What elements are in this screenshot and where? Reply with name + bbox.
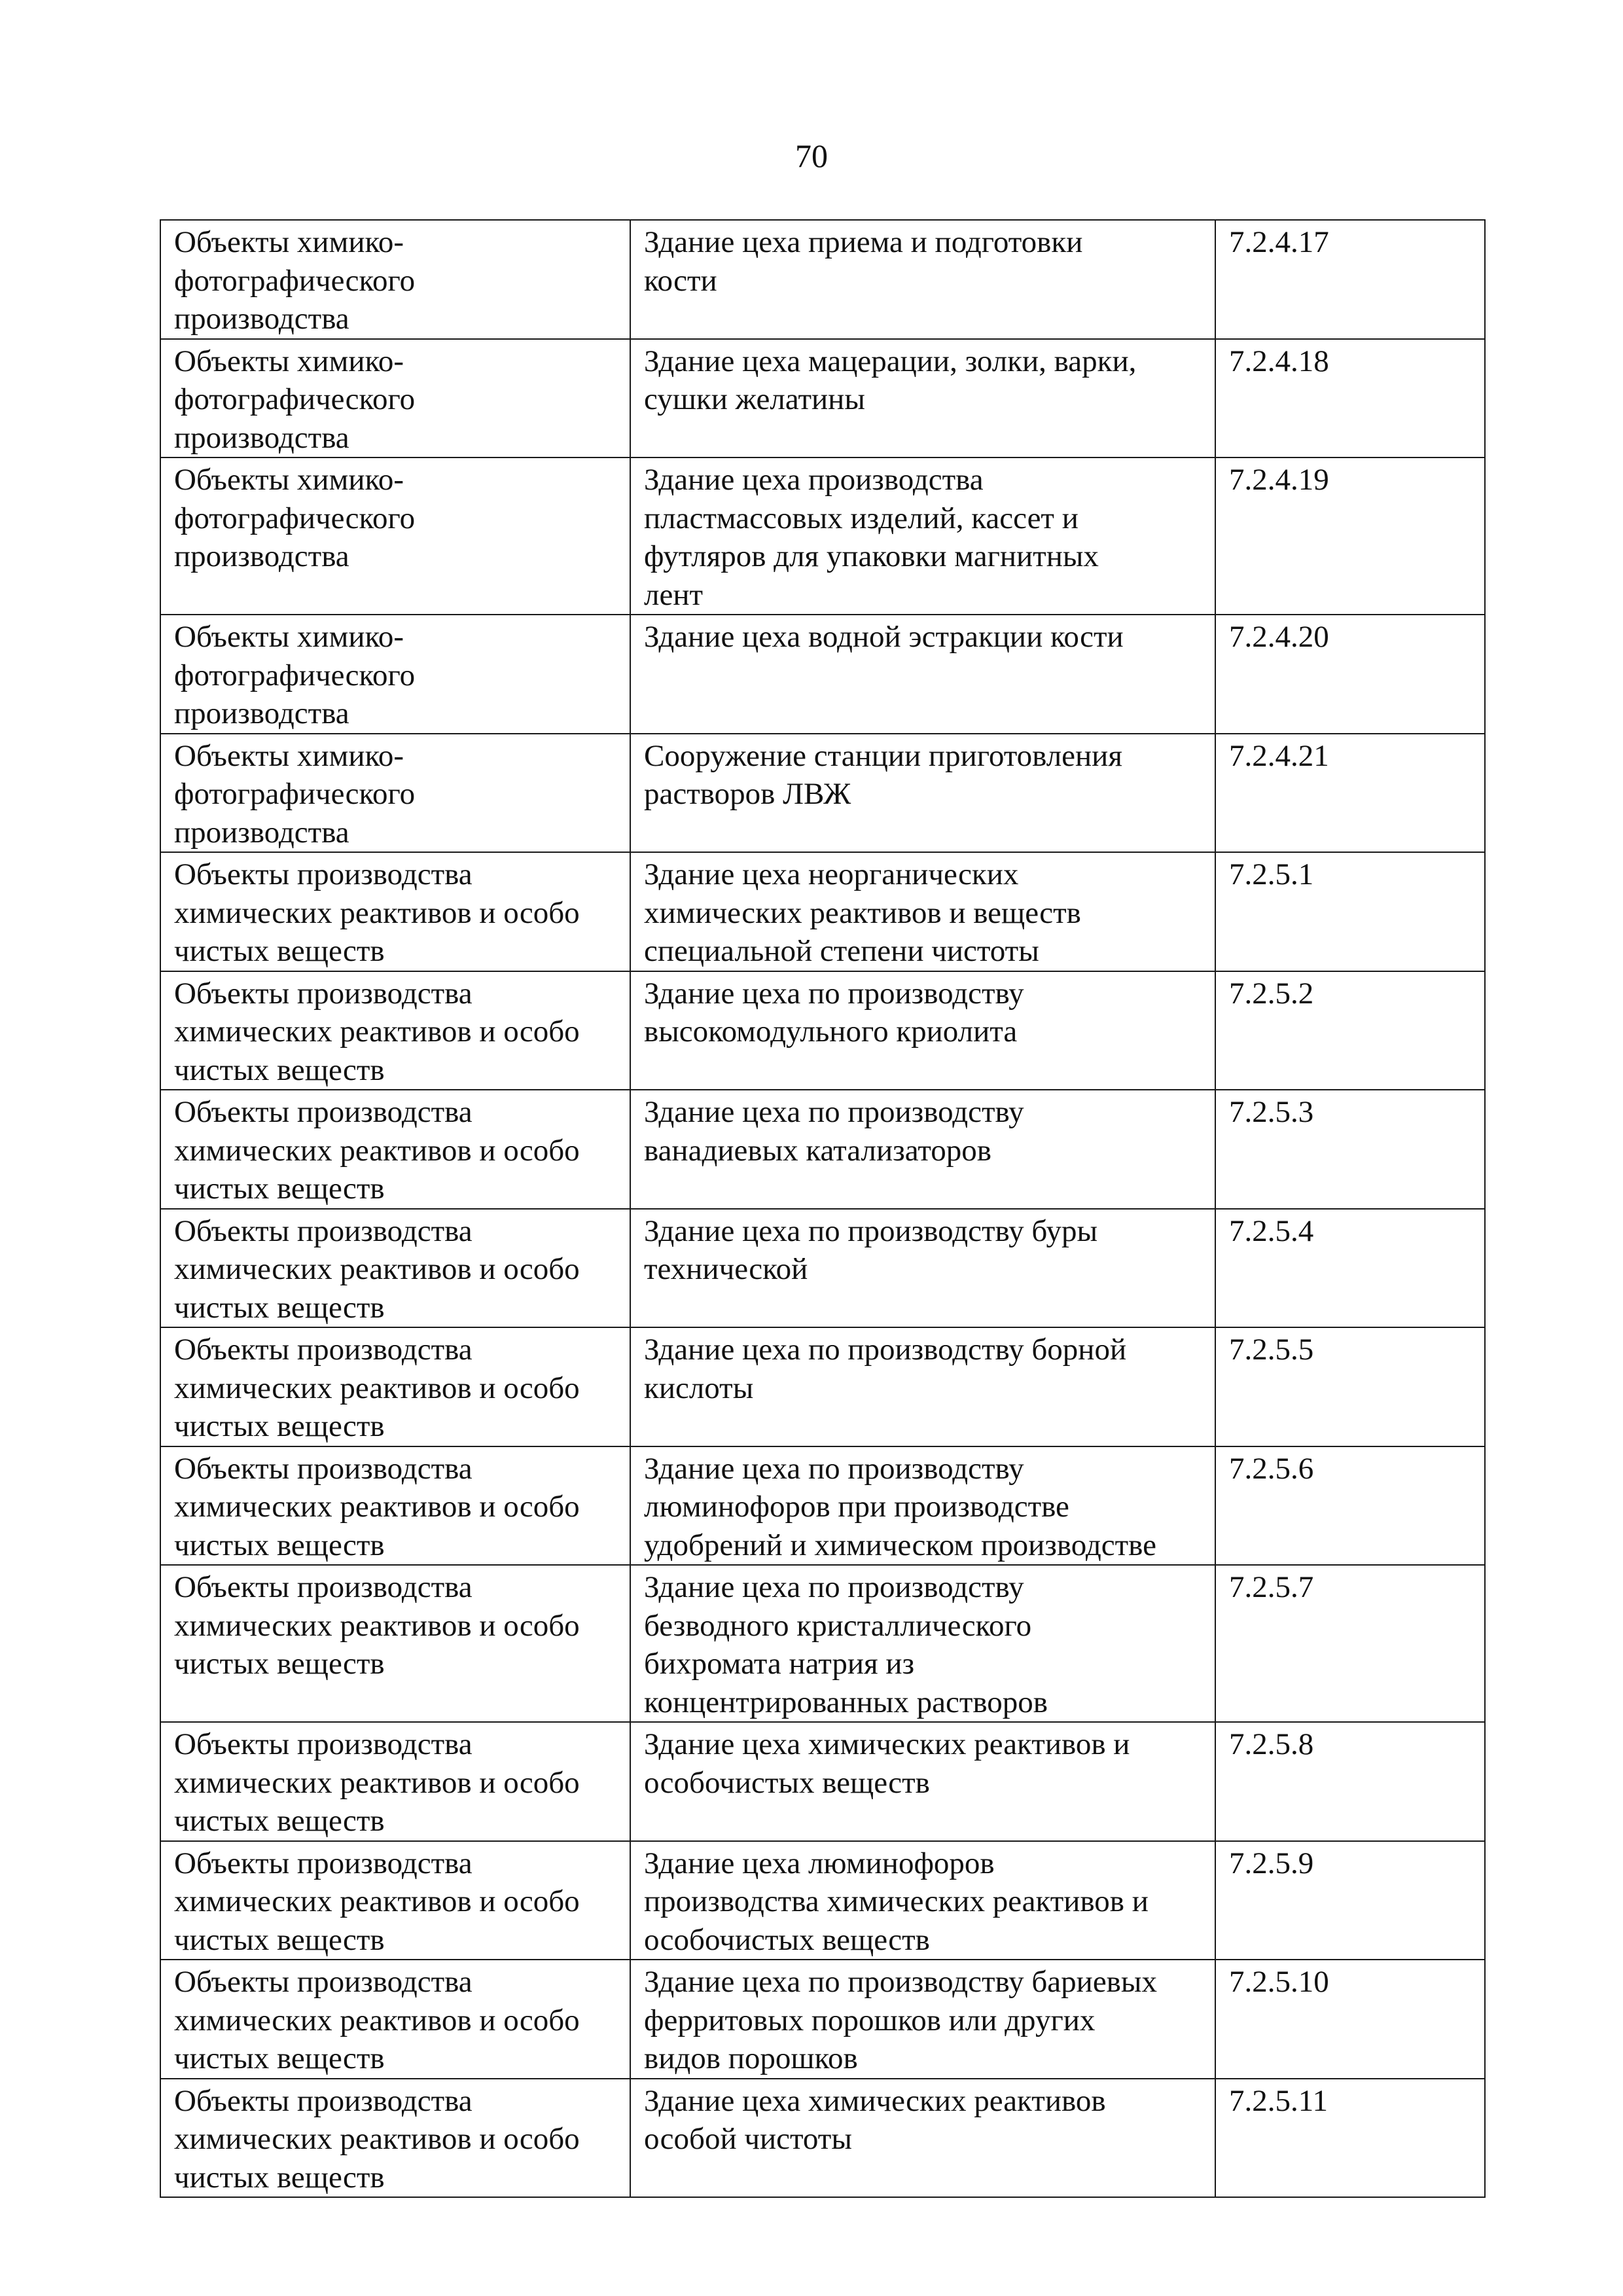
- object-cell: Объекты производства химических реактивов и особо чистых веществ: [160, 971, 630, 1090]
- table-row: [160, 734, 1485, 853]
- table-row: [160, 339, 1485, 458]
- table-row: [160, 1090, 1485, 1209]
- table-row: [160, 1446, 1485, 1566]
- code-cell: 7.2.4.18: [1215, 339, 1485, 458]
- table-body: [160, 220, 1485, 2197]
- table-row: [160, 220, 1485, 339]
- code-cell: 7.2.5.4: [1215, 1209, 1485, 1328]
- building-cell: Здание цеха химических реактивов особой чистоты: [630, 2079, 1215, 2198]
- building-cell: Здание цеха по производству ванадиевых катализаторов: [630, 1090, 1215, 1209]
- code-cell: 7.2.5.6: [1215, 1446, 1485, 1566]
- building-cell: Здание цеха по производству высокомодульного криолита: [630, 971, 1215, 1090]
- code-cell: 7.2.5.8: [1215, 1722, 1485, 1841]
- object-cell: Объекты производства химических реактивов и особо чистых веществ: [160, 852, 630, 971]
- code-cell: 7.2.5.10: [1215, 1960, 1485, 2079]
- code-cell: 7.2.4.20: [1215, 615, 1485, 734]
- object-cell: Объекты производства химических реактивов и особо чистых веществ: [160, 2079, 630, 2198]
- building-cell: Здание цеха по производству люминофоров при производстве удобрений и химическом производстве: [630, 1446, 1215, 1566]
- object-cell: Объекты производства химических реактивов и особо чистых веществ: [160, 1090, 630, 1209]
- building-cell: Здание цеха по производству борной кислоты: [630, 1327, 1215, 1446]
- object-cell: Объекты химико- фотографического производства: [160, 734, 630, 853]
- object-cell: Объекты производства химических реактивов и особо чистых веществ: [160, 1841, 630, 1960]
- objects-table: [160, 219, 1486, 2198]
- code-cell: 7.2.5.11: [1215, 2079, 1485, 2198]
- code-cell: 7.2.4.21: [1215, 734, 1485, 853]
- object-cell: Объекты химико- фотографического производства: [160, 339, 630, 458]
- building-cell: Здание цеха производства пластмассовых изделий, кассет и футляров для упаковки магнитных лент: [630, 457, 1215, 615]
- code-cell: 7.2.4.17: [1215, 220, 1485, 339]
- table-row: [160, 1722, 1485, 1841]
- building-cell: Здание цеха неорганических химических реактивов и веществ специальной степени чистоты: [630, 852, 1215, 971]
- table-row: [160, 1565, 1485, 1722]
- code-cell: 7.2.5.9: [1215, 1841, 1485, 1960]
- table-row: [160, 1841, 1485, 1960]
- building-cell: Здание цеха по производству безводного кристаллического бихромата натрия из концентрированных растворов: [630, 1565, 1215, 1722]
- code-cell: 7.2.5.2: [1215, 971, 1485, 1090]
- object-cell: Объекты производства химических реактивов и особо чистых веществ: [160, 1327, 630, 1446]
- building-cell: Здание цеха по производству буры технической: [630, 1209, 1215, 1328]
- building-cell: Сооружение станции приготовления растворов ЛВЖ: [630, 734, 1215, 853]
- code-cell: 7.2.4.19: [1215, 457, 1485, 615]
- code-cell: 7.2.5.3: [1215, 1090, 1485, 1209]
- object-cell: Объекты химико- фотографического производства: [160, 457, 630, 615]
- code-cell: 7.2.5.5: [1215, 1327, 1485, 1446]
- object-cell: Объекты производства химических реактивов и особо чистых веществ: [160, 1565, 630, 1722]
- building-cell: Здание цеха по производству бариевых ферритовых порошков или других видов порошков: [630, 1960, 1215, 2079]
- object-cell: Объекты химико- фотографического производства: [160, 615, 630, 734]
- building-cell: Здание цеха мацерации, золки, варки, сушки желатины: [630, 339, 1215, 458]
- page-number: 70: [795, 137, 828, 174]
- building-cell: Здание цеха водной эстракции кости: [630, 615, 1215, 734]
- building-cell: Здание цеха приема и подготовки кости: [630, 220, 1215, 339]
- object-cell: Объекты производства химических реактивов и особо чистых веществ: [160, 1446, 630, 1566]
- object-cell: Объекты производства химических реактивов и особо чистых веществ: [160, 1722, 630, 1841]
- table-row: [160, 1327, 1485, 1446]
- table-row: [160, 1209, 1485, 1328]
- table-row: [160, 1960, 1485, 2079]
- code-cell: 7.2.5.7: [1215, 1565, 1485, 1722]
- table-row: [160, 457, 1485, 615]
- table-row: [160, 971, 1485, 1090]
- code-cell: 7.2.5.1: [1215, 852, 1485, 971]
- object-cell: Объекты производства химических реактивов и особо чистых веществ: [160, 1209, 630, 1328]
- table-row: [160, 2079, 1485, 2198]
- table-row: [160, 852, 1485, 971]
- building-cell: Здание цеха химических реактивов и особочистых веществ: [630, 1722, 1215, 1841]
- object-cell: Объекты химико- фотографического производства: [160, 220, 630, 339]
- object-cell: Объекты производства химических реактивов и особо чистых веществ: [160, 1960, 630, 2079]
- building-cell: Здание цеха люминофоров производства химических реактивов и особочистых веществ: [630, 1841, 1215, 1960]
- table-row: [160, 615, 1485, 734]
